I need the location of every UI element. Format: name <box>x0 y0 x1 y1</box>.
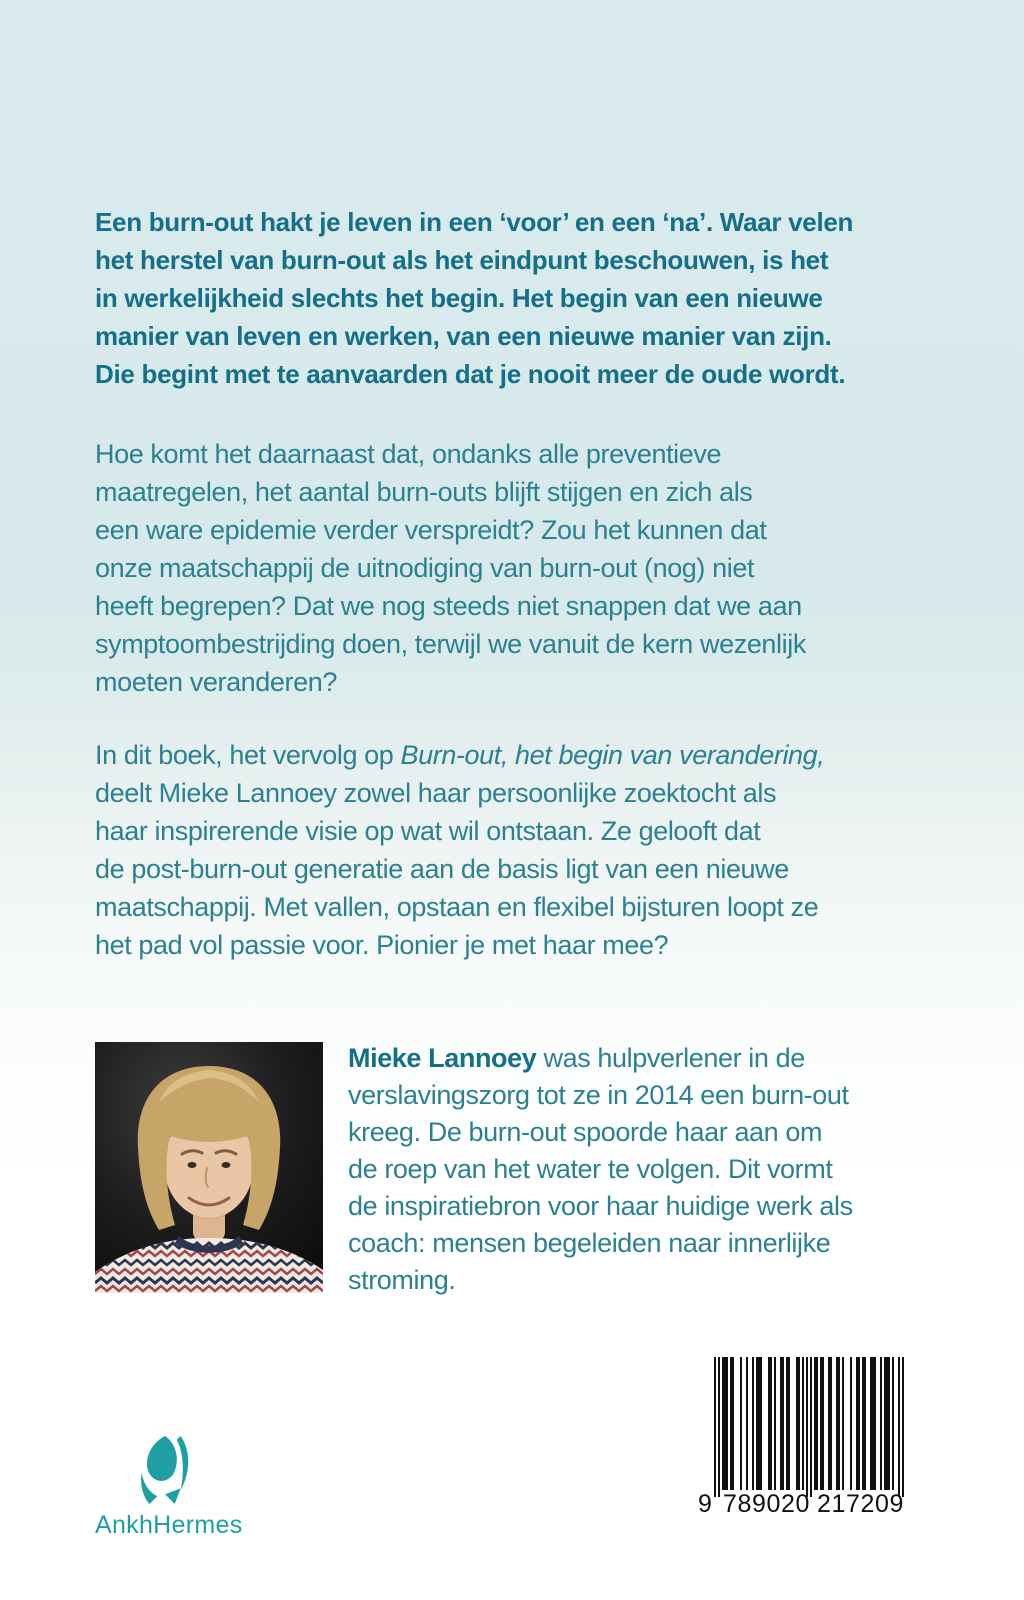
author-photo <box>95 1042 323 1293</box>
body-line: het pad vol passie voor. Pionier je met haar mee? <box>95 930 669 960</box>
bio-line <box>348 1040 853 1077</box>
author-name: Mieke Lannoey <box>348 1043 537 1073</box>
isbn-digit-prefix: 9 <box>698 1490 713 1518</box>
body-line: haar inspirerende visie op wat wil ontstaan. Ze gelooft dat <box>95 816 761 846</box>
portrait-illustration <box>95 1042 323 1293</box>
body-line: moeten veranderen? <box>95 667 337 697</box>
book-title-italic: Burn-out, het begin van verandering, <box>400 740 825 770</box>
author-bio <box>348 1040 853 1299</box>
body-line <box>95 736 824 774</box>
bio-line: stroming. <box>348 1265 456 1295</box>
bio-line: kreeg. De burn-out spoorde haar aan om <box>348 1117 823 1147</box>
isbn-barcode <box>698 1357 924 1519</box>
body-line: maatregelen, het aantal burn-outs blijft stijgen en zich als <box>95 477 753 507</box>
body-line: een ware epidemie verder verspreidt? Zou het kunnen dat <box>95 515 767 545</box>
intro-line: in werkelijkheid slechts het begin. Het begin van een nieuwe <box>95 283 823 313</box>
intro-line: manier van leven en werken, van een nieuwe manier van zijn. <box>95 321 832 351</box>
body-line: Hoe komt het daarnaast dat, ondanks alle preventieve <box>95 439 722 469</box>
body-line: deelt Mieke Lannoey zowel haar persoonlijke zoektocht als <box>95 778 777 808</box>
intro-paragraph <box>95 203 853 393</box>
body-line: symptoombestrijding doen, terwijl we vanuit de kern wezenlijk <box>95 629 806 659</box>
bio-line: coach: mensen begeleiden naar innerlijke <box>348 1228 831 1258</box>
isbn-digit-group1: 789020 <box>723 1490 811 1518</box>
publisher-name: AnkhHermes <box>95 1511 243 1539</box>
barcode-bars <box>714 1357 904 1497</box>
body-line: maatschappij. Met vallen, opstaan en flexibel bijsturen loopt ze <box>95 892 819 922</box>
body-line: heeft begrepen? Dat we nog steeds niet snappen dat we aan <box>95 591 802 621</box>
intro-line: Een burn-out hakt je leven in een ‘voor’ en een ‘na’. Waar velen <box>95 207 854 237</box>
bio-text: was hulpverlener in de <box>536 1043 805 1073</box>
book-paragraph <box>95 736 824 964</box>
bio-line: de roep van het water te volgen. Dit vormt <box>348 1154 833 1184</box>
intro-line: het herstel van burn-out als het eindpunt beschouwen, is het <box>95 245 829 275</box>
body-line: onze maatschappij de uitnodiging van burn-out (nog) niet <box>95 553 755 583</box>
body-text: In dit boek, het vervolg op <box>95 740 401 770</box>
epidemic-paragraph <box>95 435 806 701</box>
bio-line: de inspiratiebron voor haar huidige werk als <box>348 1191 853 1221</box>
ankh-icon <box>135 1434 197 1504</box>
body-line: de post-burn-out generatie aan de basis ligt van een nieuwe <box>95 854 789 884</box>
isbn-digit-group2: 217209 <box>817 1490 905 1518</box>
publisher-logo <box>95 1434 255 1540</box>
intro-line: Die begint met te aanvaarden dat je nooit meer de oude wordt. <box>95 359 846 389</box>
bio-line: verslavingszorg tot ze in 2014 een burn-out <box>348 1080 849 1110</box>
